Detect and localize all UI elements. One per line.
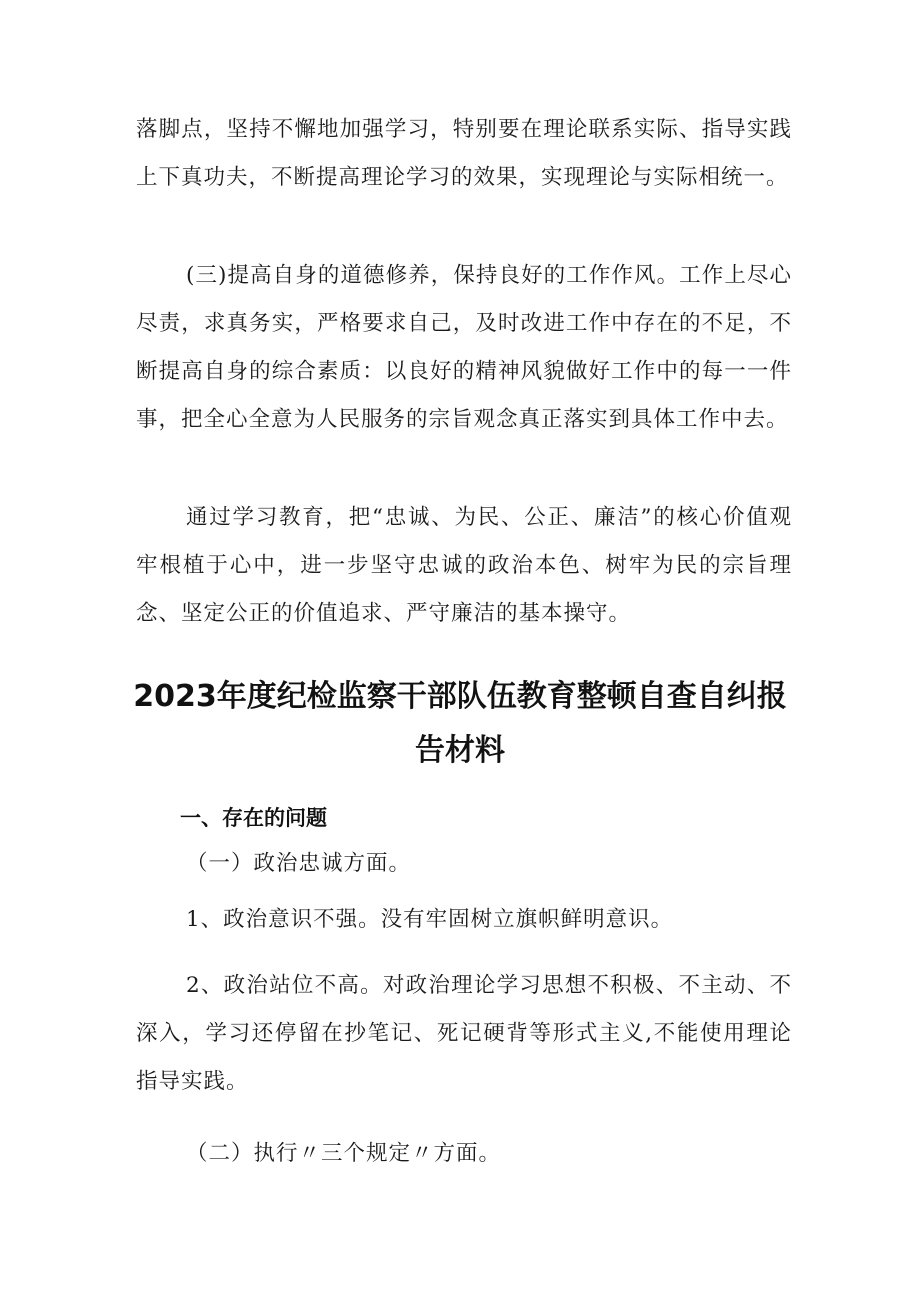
subsection-three-regulations: （二）执行〃三个规定〃方面。: [186, 1141, 502, 1166]
item-political-stance: 2、政治站位不高。对政治理论学习思想不积极、不主动、不深入，学习还停留在抄笔记、死记硬背等形式主义,不能使用理论指导实践。: [136, 973, 792, 1094]
section-heading-problems: 一、存在的问题: [180, 806, 327, 830]
paragraph-summary: 通过学习教育，把“忠诚、为民、公正、廉洁”的核心价值观牢根植于心中，进一步坚守忠诚的政治本色、树牢为民的宗旨理念、坚定公正的价值追求、严守廉洁的基本操守。: [136, 505, 792, 626]
paragraph-section-three: (三)提高自身的道德修养，保持良好的工作作风。工作上尽心尽责，求真务实，严格要求自己，及时改进工作中存在的不足，不断提高自身的综合素质：以良好的精神风貌做好工作中的每一一件事，把全心全意为人民服务的宗旨观念真正落实到具体工作中去。: [136, 263, 792, 432]
report-title: 2023年度纪检监察干部队伍教育整顿自查自纠报告材料: [133, 679, 787, 768]
paragraph-continued: 落脚点，坚持不懈地加强学习，特别要在理论联系实际、指导实践上下真功夫，不断提高理论学习的效果，实现理论与实际相统一。: [136, 117, 792, 190]
subsection-political-loyalty: （一）政治忠诚方面。: [186, 851, 412, 876]
item-political-awareness: 1、政治意识不强。没有牢固树立旗帜鲜明意识。: [186, 907, 674, 932]
